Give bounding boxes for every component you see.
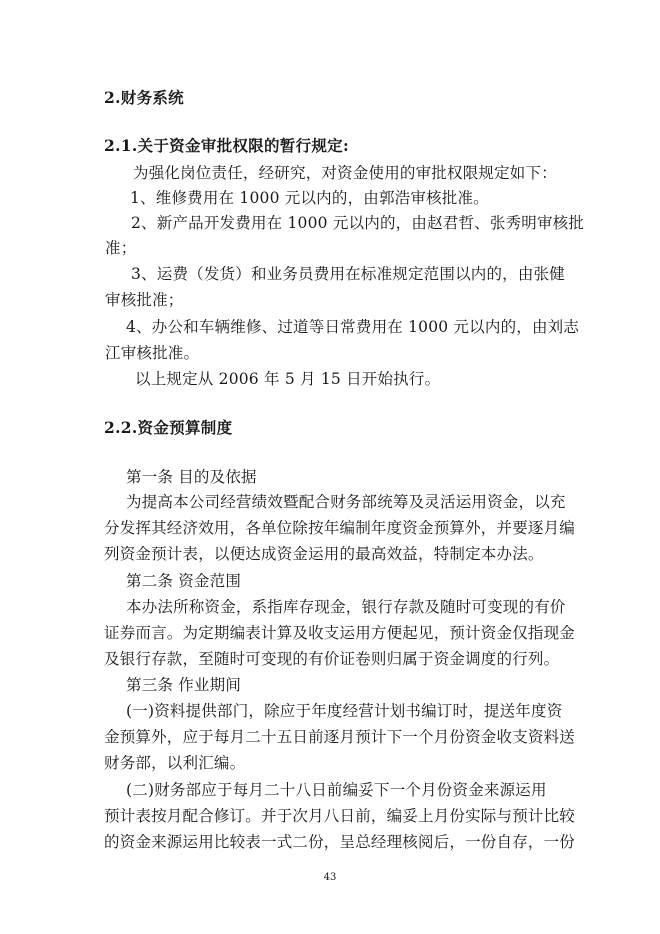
page-number: 43 (323, 872, 337, 883)
subsection-1-title: 2.1.关于资金审批权限的暂行规定: (104, 136, 349, 155)
article-1-line: 为提高本公司经营绩效暨配合财务部统筹及灵活运用资金，以充 (126, 493, 566, 511)
article-1-heading: 第一条 目的及依据 (126, 468, 257, 486)
article-3-line: 金预算外，应于每月二十五日前逐月预计下一个月份资金收支资料送 (104, 728, 576, 746)
subsection-2-title: 2.2.资金预算制度 (104, 418, 233, 437)
article-2-line: 及银行存款，至随时可变现的有价证卷则归属于资金调度的行列。 (104, 650, 560, 668)
article-3-line: (二)财务部应于每月二十八日前编妥下一个月份资金来源运用 (126, 781, 547, 799)
article-2-line: 本办法所称资金，系指库存现金，银行存款及随时可变现的有价 (126, 598, 566, 616)
subsection-1-closing: 以上规定从 2006 年 5 月 15 日开始执行。 (135, 370, 441, 388)
approval-item-4-continued: 江审核批准。 (105, 344, 200, 362)
article-1-line: 列资金预计表，以便达成资金运用的最高效益，特制定本办法。 (104, 545, 544, 563)
approval-item-1: 1、维修费用在 1000 元以内的，由郭浩审核批准。 (130, 189, 489, 207)
subsection-1-intro: 为强化岗位责任，经研究，对资金使用的审批权限规定如下： (133, 164, 557, 182)
section-title: 2.财务系统 (104, 88, 184, 107)
article-3-line: 财务部，以利汇编。 (104, 754, 246, 772)
article-3-line: (一)资料提供部门，除应于年度经营计划书编订时，提送年度资 (126, 702, 563, 720)
approval-item-2-continued: 准； (105, 239, 137, 257)
article-2-heading: 第二条 资金范围 (126, 572, 242, 590)
article-1-line: 分发挥其经济效用，各单位除按年编制年度资金预算外，并要逐月编 (104, 519, 576, 537)
approval-item-2: 2、新产品开发费用在 1000 元以内的，由赵君哲、张秀明审核批 (131, 214, 585, 232)
article-3-line: 的资金来源运用比较表一式二份，呈总经理核阅后，一份自存，一份 (104, 833, 576, 851)
approval-item-4: 4、办公和车辆维修、过道等日常费用在 1000 元以内的，由刘志 (126, 318, 580, 336)
article-2-line: 证券而言。为定期编表计算及收支运用方便起见，预计资金仅指现金 (104, 624, 576, 642)
approval-item-3-continued: 审核批准； (105, 291, 184, 309)
article-3-heading: 第三条 作业期间 (126, 676, 242, 694)
article-3-line: 预计表按月配合修订。并于次月八日前，编妥上月份实际与预计比较 (104, 807, 576, 825)
approval-item-3: 3、运费（发货）和业务员费用在标准规定范围以内的，由张健 (131, 265, 565, 283)
